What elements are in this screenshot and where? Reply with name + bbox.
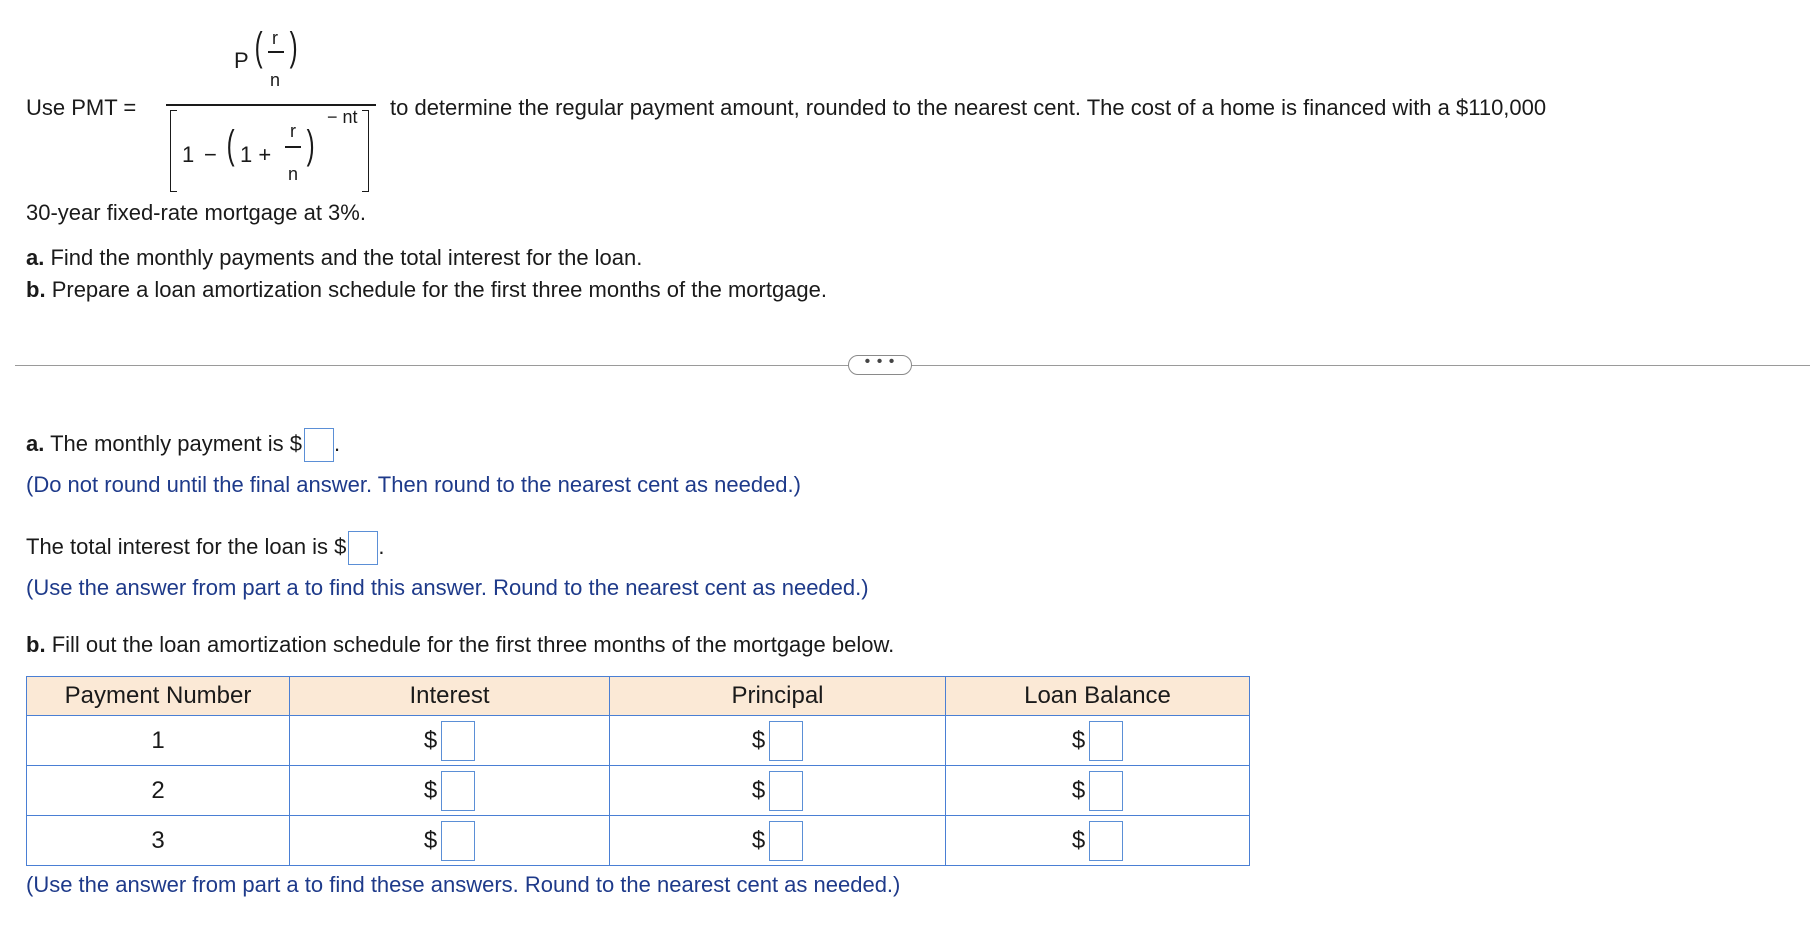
question-line2: 30-year fixed-rate mortgage at 3%. — [26, 200, 366, 225]
total-interest-input[interactable] — [348, 531, 378, 565]
left-paren-icon: ( — [226, 123, 235, 167]
main-fraction-bar — [166, 104, 376, 106]
part-b-label: b. — [26, 277, 46, 302]
header-principal: Principal — [610, 677, 946, 716]
currency-sign: $ — [1071, 776, 1086, 804]
formula-den-n: n — [288, 164, 299, 184]
currency-sign: $ — [751, 776, 766, 804]
payment-number: 1 — [27, 716, 290, 766]
formula-one: 1 — [182, 142, 195, 167]
answer-b-text: Fill out the loan amortization schedule for the first three months of the mortgage below. — [51, 632, 895, 657]
monthly-payment-hint: (Do not round until the final answer. Then round to the nearest cent as needed.) — [26, 472, 801, 497]
table-hint: (Use the answer from part a to find these answers. Round to the nearest cent as needed.) — [26, 872, 901, 897]
right-bracket-icon — [362, 110, 369, 192]
part-b-text: Prepare a loan amortization schedule for the first three months of the mortgage. — [51, 277, 827, 302]
formula-one-plus: 1 + — [240, 142, 272, 167]
table-row — [27, 816, 1250, 866]
formula-den-r: r — [290, 121, 296, 141]
part-a-label: a. — [26, 245, 45, 270]
answer-part-b — [26, 632, 894, 658]
currency-sign: $ — [1071, 826, 1086, 854]
fraction-bar — [268, 51, 284, 53]
left-bracket-icon — [170, 110, 177, 192]
total-interest-hint: (Use the answer from part a to find this answer. Round to the nearest cent as needed.) — [26, 575, 869, 600]
fraction-bar — [285, 146, 301, 148]
answer-a-label: a. — [26, 430, 45, 456]
formula-suffix: to determine the regular payment amount, rounded to the nearest cent. The cost of a home is financed with a $110,000 — [390, 95, 1547, 120]
left-paren-icon: ( — [254, 25, 263, 69]
question-part-a — [26, 245, 642, 271]
principal-input-1[interactable] — [769, 721, 803, 761]
section-divider — [15, 365, 1810, 366]
interest-input-2[interactable] — [441, 771, 475, 811]
payment-number: 2 — [27, 766, 290, 816]
total-interest-row — [26, 531, 385, 565]
table-header-row — [27, 677, 1250, 716]
period: . — [333, 430, 341, 456]
currency-sign: $ — [751, 826, 766, 854]
formula-num-r: r — [272, 28, 278, 48]
table-row — [27, 766, 1250, 816]
total-interest-label: The total interest for the loan is $ — [26, 533, 347, 559]
currency-sign: $ — [1071, 726, 1086, 754]
monthly-payment-label: The monthly payment is $ — [50, 430, 302, 456]
period: . — [378, 533, 385, 559]
principal-input-3[interactable] — [769, 821, 803, 861]
header-interest: Interest — [290, 677, 610, 716]
monthly-payment-row — [26, 428, 340, 462]
currency-sign: $ — [423, 726, 438, 754]
interest-input-1[interactable] — [441, 721, 475, 761]
amortization-table — [26, 676, 1250, 866]
interest-input-3[interactable] — [441, 821, 475, 861]
balance-input-1[interactable] — [1089, 721, 1123, 761]
payment-number: 3 — [27, 816, 290, 866]
currency-sign: $ — [423, 776, 438, 804]
right-paren-icon: ) — [306, 123, 315, 167]
more-options-button[interactable]: • • • — [848, 355, 912, 375]
currency-sign: $ — [423, 826, 438, 854]
formula-num-n: n — [270, 70, 281, 90]
answer-b-label: b. — [26, 632, 46, 657]
table-row — [27, 716, 1250, 766]
formula-prefix: Use PMT = — [26, 95, 137, 120]
question-part-b — [26, 277, 827, 303]
header-payment-number: Payment Number — [27, 677, 290, 716]
part-a-text: Find the monthly payments and the total interest for the loan. — [50, 245, 643, 270]
right-paren-icon: ) — [289, 25, 298, 69]
monthly-payment-input[interactable] — [304, 428, 334, 462]
formula-minus: − — [204, 142, 217, 167]
currency-sign: $ — [751, 726, 766, 754]
balance-input-2[interactable] — [1089, 771, 1123, 811]
header-loan-balance: Loan Balance — [946, 677, 1250, 716]
formula-numerator-p: P — [234, 48, 249, 73]
formula-exponent: − nt — [327, 107, 358, 127]
balance-input-3[interactable] — [1089, 821, 1123, 861]
principal-input-2[interactable] — [769, 771, 803, 811]
